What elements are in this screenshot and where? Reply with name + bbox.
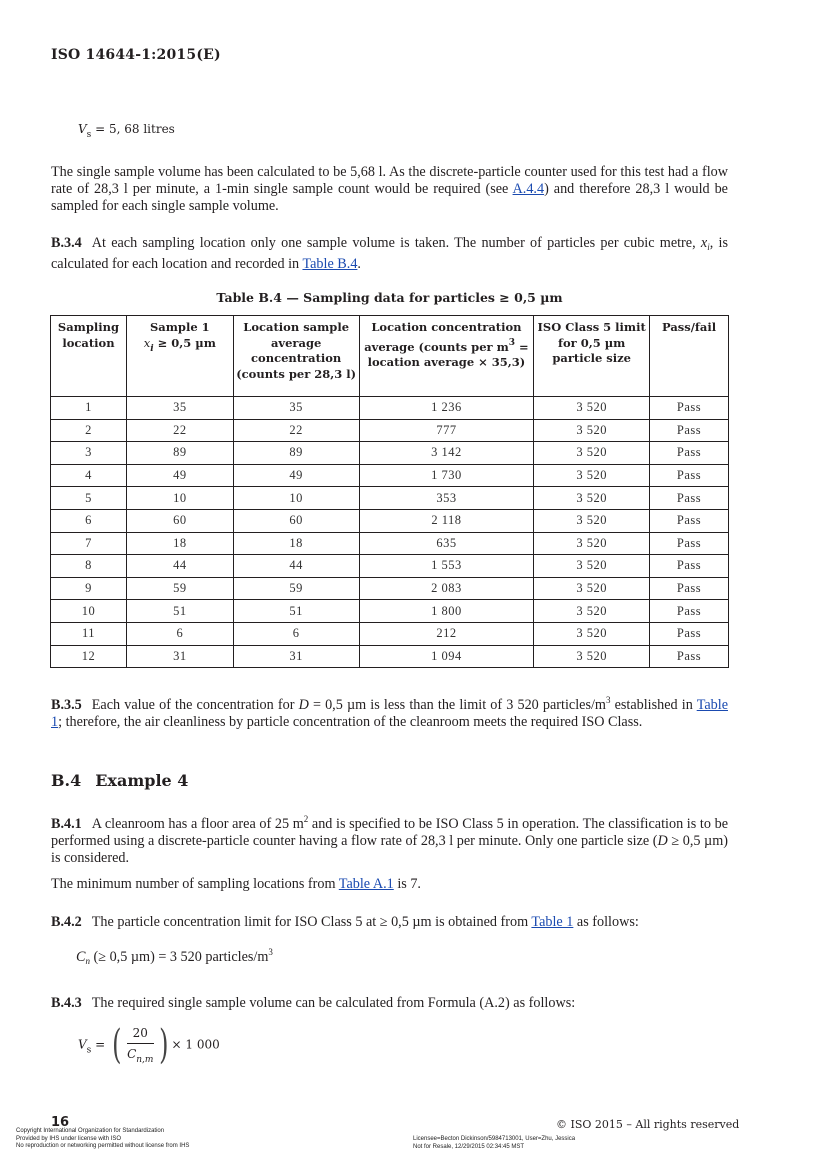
- table-row: 10 51 51 1 800 3 520 Pass: [51, 600, 729, 623]
- link-table-1[interactable]: Table 1: [51, 697, 728, 730]
- table-row: 12 31 31 1 094 3 520 Pass: [51, 645, 729, 668]
- table-title: Table B.4 — Sampling data for particles ≥ 0,5 µm: [216, 290, 563, 305]
- link-table-a1[interactable]: Table A.1: [338, 876, 394, 892]
- formula-vs: $V_s$ = ( $\frac{20}{C_{n,m}}$ ) × 1 000: [78, 1022, 220, 1068]
- section-number: B.4: [51, 771, 82, 790]
- header-sampling-location: Sampling location: [51, 316, 127, 397]
- table-row: 11 6 6 212 3 520 Pass: [51, 622, 729, 645]
- sampling-data-table: [50, 315, 729, 668]
- header-sample-1: Sample 1 $x_i \ge 0,5$ µm: [126, 316, 233, 397]
- clause-number: B.3.4: [51, 235, 82, 251]
- header-pass-fail: Pass/fail: [650, 316, 729, 397]
- formula-cn: $C_n$ (≥ 0,5 µm) = 3 520 particles/$m^3$: [76, 947, 273, 966]
- table-row: 7 18 18 635 3 520 Pass: [51, 532, 729, 555]
- formula-rhs: = 5, 68 litres: [95, 122, 175, 136]
- formula-sub: s: [86, 130, 92, 140]
- link-table-b4[interactable]: Table B.4: [302, 256, 358, 272]
- formula-vs-result: [78, 122, 175, 140]
- header-iso-class-limit: ISO Class 5 limit for 0,5 µm particle size: [534, 316, 650, 397]
- link-table-1-b42[interactable]: Table 1: [531, 914, 574, 930]
- clause-b42: B.4.2 The particle concentration limit for ISO Class 5 at ≥ 0,5 µm is obtained from Table 1 as follows:: [51, 914, 639, 930]
- page-number: 16: [51, 1115, 70, 1130]
- header-location-sample-average: Location sample average concentration (counts per 28,3 l): [233, 316, 359, 397]
- section-heading-b4: [51, 771, 188, 790]
- clause-b43: B.4.3 The required single sample volume can be calculated from Formula (A.2) as follows:: [51, 995, 576, 1011]
- table-row: 4 49 49 1 730 3 520 Pass: [51, 464, 729, 487]
- fraction: $\frac{20}{C_{n,m}}$: [127, 1025, 154, 1065]
- table-row: 3 89 89 3 142 3 520 Pass: [51, 442, 729, 465]
- formula-var: V: [78, 122, 87, 136]
- table-row: 6 60 60 2 118 3 520 Pass: [51, 509, 729, 532]
- clause-number: B.3.5: [51, 697, 82, 713]
- table-row: 8 44 44 1 553 3 520 Pass: [51, 555, 729, 578]
- copyright-notice: © ISO 2015 – All rights reserved: [556, 1118, 740, 1131]
- table-row: 9 59 59 2 083 3 520 Pass: [51, 577, 729, 600]
- paragraph-sample-volume: The single sample volume has been calculated to be 5,68 l. As the discrete-particle counter used for this test had a flow rate of 28,3 l per minute, a 1-min single sample count would be required (see A.4.4) and therefore 28,3 l would be sampled for each single sample volume.: [51, 164, 728, 214]
- clause-b334: B.3.4 At each sampling location only one sample volume is taken. The number of particles per cubic metre, $x_i$, is calculated for each location and recorded in Table B.4.: [51, 235, 728, 272]
- table-row: 1 35 35 1 236 3 520 Pass: [51, 397, 729, 420]
- clause-number: B.4.3: [51, 995, 82, 1011]
- footer-license-left: Copyright International Organization for Standardization Provided by IHS under license with ISO No reproduction or networking permitted without license from IHS: [16, 1128, 190, 1149]
- right-paren: ): [159, 1022, 169, 1068]
- header-location-concentration-average: Location concentration average (counts per $m^3$ = location average × 35,3): [359, 316, 534, 397]
- clause-b41: B.4.1 A cleanroom has a floor area of 25 $m^2$ and is specified to be ISO Class 5 in operation. The classification is to be performed using a discrete-particle counter having a flow rate of 28,3 l per minute. Only one particle size (D ≥ 0,5 µm) is considered.: [51, 814, 729, 866]
- table-header-row: [51, 316, 729, 397]
- section-title: Example 4: [95, 771, 189, 790]
- table-row: 5 10 10 353 3 520 Pass: [51, 487, 729, 510]
- paragraph-min-locations: The minimum number of sampling locations from Table A.1 is 7.: [51, 876, 421, 892]
- clause-number: B.4.1: [51, 816, 82, 832]
- clause-b335: B.3.5 Each value of the concentration for D = 0,5 µm is less than the limit of 3 520 particles/$m^3$ established in Table 1; therefore, the air cleanliness by particle concentration of the cleanroom meets the required ISO Class.: [51, 695, 728, 730]
- link-a44[interactable]: A.4.4: [512, 181, 545, 197]
- table-row: 2 22 22 777 3 520 Pass: [51, 419, 729, 442]
- footer-license-right: Licensee=Becton Dickinson/5984713001, User=Zhu, Jessica Not for Resale, 12/29/2015 02:34:45 MST: [413, 1136, 576, 1150]
- clause-number: B.4.2: [51, 914, 82, 930]
- document-header-title: ISO 14644-1:2015(E): [51, 47, 221, 63]
- left-paren: (: [112, 1022, 122, 1068]
